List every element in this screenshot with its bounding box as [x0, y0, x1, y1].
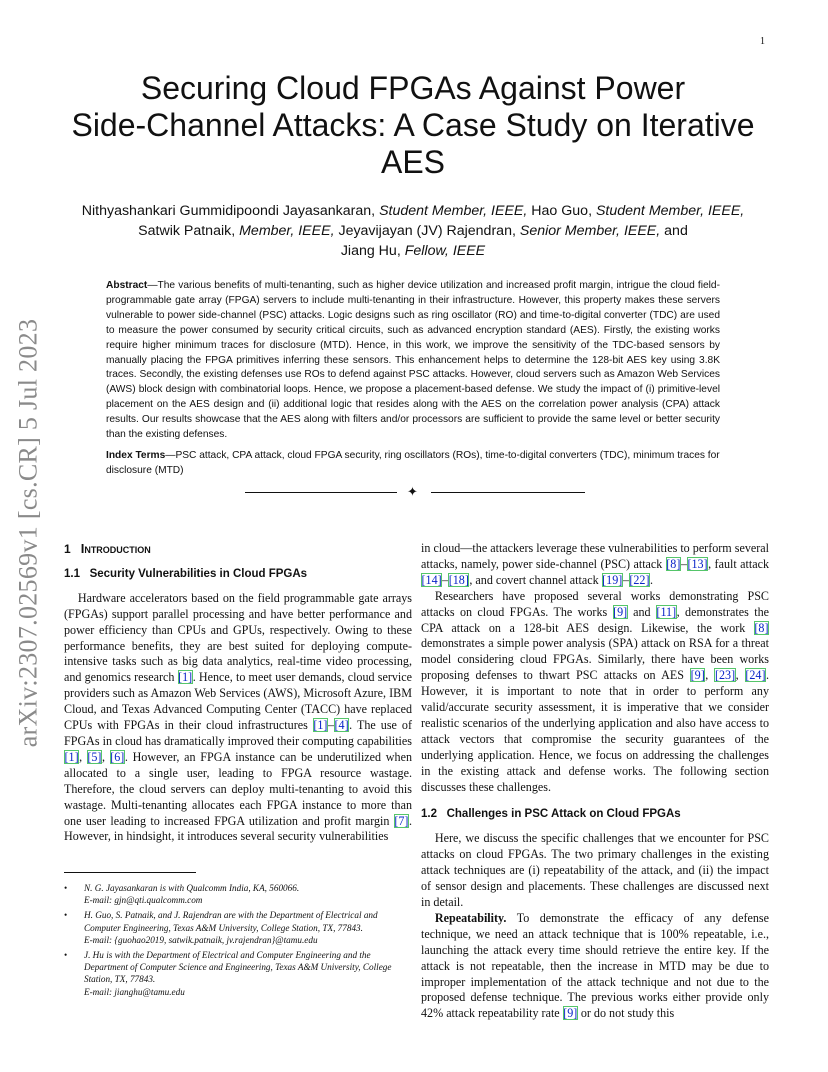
text-run: . The use of FPGAs in cloud has dramatically improved their computing capabilities [64, 718, 412, 748]
citation-link[interactable]: [19] [602, 572, 623, 587]
text-run: , and covert channel attack [469, 572, 602, 587]
subsection-number: 1.2 [421, 807, 437, 820]
author-name: Nithyashankari Gummidipoondi Jayasankaran, [81, 203, 376, 219]
section-divider [245, 484, 585, 502]
abstract [106, 279, 720, 443]
citation-link[interactable]: [5] [87, 749, 102, 764]
arxiv-identifier-text: arXiv:2307.02569v1 [cs.CR] 5 Jul 2023 [13, 318, 42, 748]
citation-link[interactable]: [11] [656, 604, 677, 619]
bullet-icon: • [64, 883, 68, 893]
citation-link[interactable]: [1] [313, 718, 328, 733]
section-title: Introduction [80, 541, 151, 556]
text-run: Researchers have proposed several works demonstrating PSC attacks on cloud FPGAs. The works [421, 588, 769, 619]
text-run: . However, it is important to note that in order to perform any valid/accurate security assessment, it is imperative that we consider realistic scenarios of the underlying application and also have access to attack vectors that compromise the security guarantees of the underlying application. Hence, we focus on addressing the challenges in the existing attack and defense works. The following section discusses these challenges. [421, 668, 770, 794]
footnote-text: J. Hu is with the Department of Electrical and Computer Engineering and the Department of Computer Science and Engineering, Texas A&M University, College Station, TX, 77843. E-mail: jianghu@tamu.edu [84, 950, 392, 997]
citation-link[interactable]: [9] [690, 668, 705, 683]
text-run: . However, an FPGA instance can be underutilized when allocated to a single user, leading to FPGA resource wastage. Therefore, the cloud servers can deploy multi-tenanting to avoid this wastage. Multi-tenanting allocates each FPGA instance to more than one user leading to increased FPGA utilization and profit margin [64, 749, 413, 828]
divider-line-right [431, 492, 585, 493]
index-terms-label: Index Terms [106, 450, 166, 461]
author-name: Jeyavijayan (JV) Rajendran, [338, 223, 516, 239]
text-run: . However, in hindsight, it introduces several security vulnerabilities [64, 813, 412, 844]
abstract-label: Abstract [106, 280, 148, 291]
title-line: Side-Channel Attacks: A Case Study on Iterative [71, 107, 755, 143]
section-number: 1 [64, 542, 71, 556]
body-paragraph: Here, we discuss the specific challenges that we encounter for PSC attacks on cloud FPGAs. The two primary challenges in the existing attack techniques are (i) repeatability of the attack, and (ii) the impact of sensor design and placements. These challenges are discussed next in detail. [421, 831, 769, 910]
citation-link[interactable]: [1] [64, 749, 79, 764]
subsection-number: 1.1 [64, 567, 80, 580]
author-membership: Senior Member, IEEE, [519, 223, 661, 239]
author-conjunction: and [664, 223, 688, 239]
body-paragraph [421, 541, 769, 589]
footnote-item [64, 882, 410, 906]
left-column [64, 541, 412, 845]
index-terms [106, 449, 720, 479]
text-run: and [627, 604, 656, 619]
citation-link[interactable]: [23] [714, 668, 736, 683]
subsection-heading [64, 567, 412, 583]
index-terms-text: —PSC attack, CPA attack, cloud FPGA security, ring oscillators (ROs), time-to-digital converters (TDC), minimum traces for disclosure (MTD) [106, 450, 720, 476]
author-membership: Member, IEEE, [239, 223, 335, 239]
citation-link[interactable]: [8] [754, 620, 769, 635]
citation-link[interactable]: [9] [613, 604, 628, 619]
text-run: in cloud—the attackers leverage these vulnerabilities to perform several attacks, namely, power side-channel (PSC) attack [421, 541, 769, 571]
author-membership: Fellow, IEEE [404, 243, 486, 259]
footnotes [64, 882, 410, 1001]
citation-link[interactable]: [1] [178, 670, 193, 685]
subsection-title: Challenges in PSC Attack on Cloud FPGAs [446, 807, 681, 820]
footnote-item [64, 909, 410, 946]
citation-link[interactable]: [13] [687, 556, 708, 571]
arxiv-identifier[interactable] [9, 306, 47, 760]
footnote-text: N. G. Jayasankaran is with Qualcomm India, KA, 560066. E-mail: gjn@qti.qualcomm.com [84, 883, 300, 906]
text-run: demonstrates a simple power analysis (SPA) attack on RSA for a threat model considering cloud FPGAs. Similarly, there have been works proposing defenses to thwart PSC attacks on AES [421, 636, 769, 683]
divider-ornament-icon: ✦ [407, 484, 418, 499]
bullet-icon: • [64, 910, 68, 921]
text-run: , demonstrates the CPA attack on a 128-bit AES design. Likewise, the work [421, 604, 769, 635]
citation-link[interactable]: [22] [629, 572, 650, 587]
text-run: – [680, 556, 687, 571]
text-run: . [650, 572, 654, 587]
citation-link[interactable]: [18] [448, 572, 469, 587]
text-run: , [101, 749, 110, 764]
section-heading [64, 541, 412, 558]
author-name: Jiang Hu, [340, 243, 401, 259]
title-line: Securing Cloud FPGAs Against Power [140, 70, 686, 106]
citation-link[interactable]: [9] [563, 1006, 578, 1021]
text-run: , [705, 668, 715, 683]
body-paragraph [64, 591, 412, 846]
citation-link[interactable]: [4] [334, 718, 349, 733]
citation-link[interactable]: [6] [110, 749, 125, 764]
text-run: , [735, 668, 745, 683]
paragraph-lead-label: Repeatability. [434, 910, 507, 925]
subsection-title: Security Vulnerabilities in Cloud FPGAs [89, 567, 308, 580]
paper-title [60, 70, 766, 181]
abstract-text: —The various benefits of multi-tenanting, such as higher device utilization and increased profit margin, intrigue the cloud field-programmable gate array (FPGA) servers to include multi-tenanting in their infrastructure. However, this property makes these servers vulnerable to power side-channel (PSC) attacks. Logic designs such as ring oscillator (RO) and time-to-digital converter (TDC) are used to measure the power consumed by security critical circuits, such as advanced encryption standard (AES). Firstly, the existing works require higher minimum traces for disclosure (MTD). Hence, in this work, we improve the sensitivity of the TDC-based sensors by manually placing the FPGA primitives inferring these sensors. This enhancement helps to determine the 128-bit AES key using 3.8K traces. Secondly, the existing defenses use ROs to defend against PSC attacks. However, cloud servers such as Amazon Web Services (AWS) block design with combinatorial loops. Hence, we propose a placement-based defense. We study the impact of (i) primitive-level placement on the AES design and (ii) additional logic that resides along with the AES on the correlation power analysis (CPA) attack results. Our results showcase that the AES along with filters and/or processors are sufficient to provide the same level or better security than the existing defenses. [106, 280, 720, 441]
author-name: Satwik Patnaik, [138, 223, 236, 239]
author-membership: Student Member, IEEE, [595, 203, 745, 219]
right-column [421, 541, 769, 1022]
footnote-rule [64, 872, 196, 873]
footnote-text: H. Guo, S. Patnaik, and J. Rajendran are with the Department of Electrical and Computer Engineering, Texas A&M University, College Station, TX, 77843. E-mail: {guohao2019, satwik.patnaik, jv.rajendran}@tamu.edu [84, 910, 378, 945]
text-run: , fault attack [708, 556, 770, 571]
text-run: – [622, 572, 629, 587]
subsection-heading [421, 807, 769, 823]
citation-link[interactable]: [8] [666, 556, 681, 571]
author-name: Hao Guo, [531, 203, 593, 219]
page-number: 1 [760, 36, 765, 47]
author-membership: Student Member, IEEE, [379, 203, 528, 219]
footnote-item [64, 949, 410, 998]
text-run: – [327, 718, 334, 733]
text-run: or do not study this [577, 1006, 675, 1021]
text-run: – [442, 572, 449, 587]
text-run: To demonstrate the efficacy of any defense technique, we need an attack technique that is 100% repeatable, i.e., launching the attack every time should retrieve the entire key. If the attack is not repeatable, then the increase in MTD may be due to improper implementation of the attack technique and not due to the proposed defense technique. The previous works either provide only 42% attack repeatability rate [421, 910, 769, 1021]
author-list [60, 201, 766, 261]
body-paragraph [421, 589, 769, 796]
text-run: . Hence, to meet user demands, cloud service providers such as Amazon Web Services (AWS), Microsoft Azure, IBM Cloud, and Texas Advanced Computing Center (TACC) have replaced CPUs with FPGAs in their cloud infrastructures [64, 670, 412, 733]
body-paragraph [421, 911, 769, 1022]
citation-link[interactable]: [7] [394, 813, 409, 828]
text-run: , [79, 749, 87, 764]
divider-line-left [245, 492, 397, 493]
bullet-icon: • [64, 950, 68, 961]
text-run: Hardware accelerators based on the field programmable gate arrays (FPGAs) support parallel processing and have better performance and power efficiency than CPUs and GPUs, respectively. Owing to these performance benefits, they are best suited for deploying compute-intensive tasks such as big data analytics, real-time video processing, and genomics research [64, 590, 412, 685]
title-line: AES [380, 144, 446, 180]
citation-link[interactable]: [24] [745, 668, 766, 683]
citation-link[interactable]: [14] [421, 572, 442, 587]
